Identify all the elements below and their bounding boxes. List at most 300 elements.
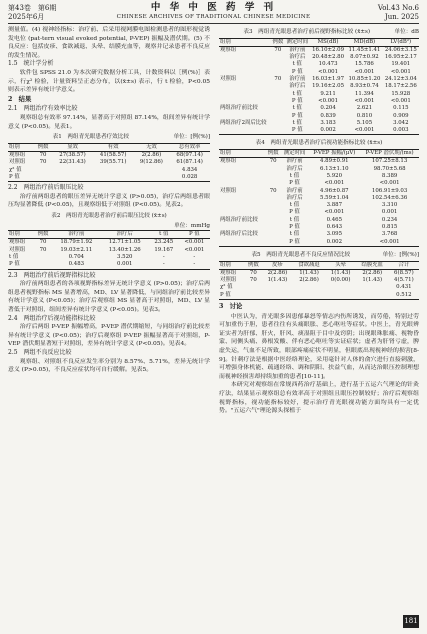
section-heading: 2.2 两组治疗前后眼压比较: [8, 184, 84, 192]
table-header-cell: 食欲减退: [293, 261, 326, 269]
table-unit: 单位：mmHg: [174, 222, 210, 229]
table-cell: [326, 284, 356, 291]
table-header-cell: 有效: [93, 143, 134, 151]
table-cell: [219, 195, 266, 202]
table-title: 表2 两组青光眼患者治疗前后眼压比较 (x̄±s): [51, 212, 167, 219]
table-cell: [271, 83, 285, 90]
table-cell: 19.03±2.11: [60, 246, 93, 253]
table-row: [219, 188, 419, 195]
table-cell: 18.17±2.56: [384, 83, 417, 90]
table-cell: 41(58.57): [99, 152, 127, 159]
table-cell: 0.002: [310, 127, 346, 135]
table-cell: [271, 54, 285, 61]
table-row: [219, 46, 419, 54]
table-row: [219, 231, 419, 238]
table-header-cell: 合计: [389, 261, 419, 269]
table-cell: [244, 284, 262, 291]
table-cell: P 值: [289, 180, 300, 187]
table-cell: 10.473: [318, 61, 338, 68]
table-cell: 治疗前: [286, 187, 303, 194]
table-cell: t 值: [289, 231, 300, 238]
table-cell: 3.042: [393, 119, 409, 126]
table-cell: 对照组: [220, 76, 237, 83]
header-rule: [8, 23, 419, 24]
table-row: [219, 166, 419, 173]
table-cell: 9(12.86): [139, 159, 163, 166]
table-row: [219, 113, 419, 120]
table-cell: [266, 180, 281, 187]
table-header-cell: 例数: [34, 231, 52, 239]
table-header-cell: 例数: [272, 38, 284, 45]
table-cell: 0.115: [393, 105, 409, 112]
journal-title-cn: 中 华 中 医 药 学 刊: [150, 2, 277, 13]
table-cell: [266, 209, 281, 216]
table-cell: 8.389: [381, 172, 398, 179]
table-cell: [244, 292, 262, 300]
table-row: [219, 239, 419, 247]
table-cell: 11.45±1.41: [348, 46, 381, 53]
table-cell: 19.16±2.05: [312, 83, 345, 90]
table-row: [8, 261, 210, 269]
table-cell: 两组治疗前比较: [220, 105, 258, 112]
table-header-cell: t 值: [149, 231, 179, 239]
table-header-cell: 例数: [34, 143, 52, 151]
table-row: [219, 158, 419, 166]
table-header-row: [8, 143, 210, 151]
section-heading: 3 讨论: [219, 302, 243, 310]
table-cell: 106.91±9.03: [371, 187, 408, 194]
table-row: [219, 120, 419, 127]
table-cell: 16.95±2.17: [384, 54, 417, 61]
table-3: [219, 38, 419, 136]
table-cell: χ² 值: [9, 166, 22, 173]
table-header-row: [219, 261, 419, 269]
table-cell: 70: [274, 76, 282, 83]
table-row: [219, 284, 419, 291]
journal-title: [0, 2, 427, 21]
table-cell: 70: [39, 159, 47, 166]
table-cell: [219, 166, 266, 173]
table-cell: 9.211: [320, 90, 336, 97]
table-cell: 治疗前: [286, 158, 303, 165]
table-cell: 两组治疗前比较: [220, 216, 258, 223]
table-cell: [356, 284, 389, 291]
table-cell: t 值: [289, 216, 300, 223]
table-cell: <0.001: [324, 209, 345, 216]
table-cell: 0.643: [326, 224, 343, 231]
table-cell: [262, 284, 292, 291]
table-unit: 单位：[例(%)]: [173, 134, 210, 141]
table-cell: t 值: [292, 119, 302, 126]
table-cell: [266, 224, 281, 231]
header-vol-en-line: Vol.43 No.6: [377, 4, 419, 12]
table-cell: 5.105: [356, 119, 373, 126]
table-row: [219, 61, 419, 68]
table-header-cell: P-VEP 振幅/(μV): [308, 150, 360, 158]
table-cell: 70: [269, 187, 277, 194]
table-cell: [219, 91, 271, 98]
table-cell: 68(97.14): [176, 152, 203, 159]
table-row: [219, 105, 419, 112]
table-header-cell: 例数: [244, 261, 262, 269]
table-cell: 对照组: [220, 277, 237, 284]
table-cell: [219, 54, 271, 61]
table-header-cell: 头晕: [326, 261, 356, 269]
table-cell: 对照组: [220, 187, 237, 194]
table-cell: P 值: [291, 112, 303, 119]
table-cell: 0.028: [169, 174, 210, 182]
table-5: [219, 261, 419, 300]
table-header-cell: 显效: [52, 143, 93, 151]
table-cell: 0.704: [68, 254, 85, 261]
table-cell: 0.431: [396, 284, 412, 291]
table-row: [219, 180, 419, 187]
table-row: [8, 159, 210, 166]
table-row: [219, 91, 419, 98]
table-cell: 27(38.57): [59, 152, 86, 159]
table-2: [8, 230, 210, 269]
table-cell: -: [193, 254, 196, 261]
table-cell: 15.786: [354, 61, 374, 68]
table-header-cell: 测定时间: [286, 38, 309, 45]
table-cell: 70: [269, 158, 277, 165]
table-cell: [93, 167, 134, 174]
table-cell: [271, 120, 285, 127]
table-header-cell: P-VEP 潜伏期/(ms): [360, 150, 419, 158]
table-cell: 治疗后: [286, 165, 303, 172]
table-cell: [219, 127, 271, 135]
table-cell: [266, 239, 281, 247]
header-date-en-line: Jun. 2025: [384, 13, 419, 21]
table-cell: 1(1.43): [330, 269, 351, 276]
section-heading: 2.1 两组治疗有效率比较: [8, 105, 78, 113]
table-cell: [271, 69, 285, 76]
table-header-cell: 例数: [266, 150, 281, 158]
table-cell: <0.001: [346, 127, 382, 135]
paragraph: 中医认为，青光眼多因患郁暴怒等情志内伤所诱发，而劳倦，特别过劳可加重伤于胆，患者往往有头痛眼胀、恶心呕吐等症状。中医上，青光眼辨证实者为肝郁、肝火，肝风、痰湿阻于目中及窍阴；出现眼珠胀痛、视物昏蒙、同侧头痛、鼻根发酸、伴有恶心呕吐等实证症状；虚者为肝肾亏虚，脾虚失运，气血不足所致，眼部疼痛症状不明显，但眼底出现视神经的损害[8-9]。针刺疗法是根据中医经络理论，采用毫针对人体的俞穴进行直接刺激，可增强身体机能、疏通经络、调和阴阳、扶益气血，从而达治眼压控制理想而视神经损害却持续加重的患者[10-11]。: [219, 313, 419, 380]
table-cell: 观察组: [220, 46, 237, 53]
table-cell: t 值: [292, 90, 302, 97]
table-cell: 4.834: [181, 166, 198, 173]
table-cell: 对照组: [9, 159, 26, 166]
table-cell: [219, 202, 266, 209]
paragraph: 本研究对观察组在常规西药治疗基础上，进行基于五运六气理论的针灸疗法，结果显示观察组总有效率高于对照组且眼压控制较好；治疗后观察组视野指标，视功能指标较好，提示治疗青光眼视功能方面均具有一定优势。"五运六气"理论源头探植于: [219, 382, 419, 415]
table-cell: 19.401: [391, 61, 411, 68]
table-cell: 1(1.43): [267, 277, 288, 284]
table-cell: 治疗后: [289, 83, 306, 90]
table-header-cell: 无效: [134, 143, 170, 151]
table-cell: 6.13±1.10: [320, 165, 349, 172]
table-row: [219, 195, 419, 202]
table-cell: 13.40±1.26: [108, 246, 141, 253]
table-cell: 观察组: [220, 269, 237, 276]
table-row: [219, 292, 419, 300]
table-caption: [219, 28, 419, 37]
table-cell: 0.810: [356, 112, 373, 119]
table-cell: [271, 127, 285, 135]
table-header-cell: 组别: [219, 38, 271, 46]
table-cell: [266, 202, 281, 209]
table-header-cell: P 值: [179, 231, 210, 239]
table-cell: [34, 174, 52, 182]
table-cell: <0.001: [390, 97, 411, 104]
table-cell: 12.71±1.05: [108, 239, 141, 246]
table-cell: 16.03±1.97: [312, 76, 345, 83]
table-cell: 4.89±0.91: [320, 158, 349, 165]
table-cell: 治疗后: [289, 54, 306, 61]
table-cell: 24.06±3.15: [384, 46, 417, 53]
table-row: [219, 54, 419, 61]
table-header-cell: 组别: [219, 150, 266, 158]
section-heading: 1.5 统计学分析: [8, 60, 54, 68]
table-cell: χ² 值: [220, 284, 233, 291]
table-cell: 70: [249, 269, 257, 276]
table-cell: [271, 91, 285, 98]
table-row: [219, 209, 419, 216]
paragraph: 软件包 SPSS 21.0 为本次研究数据分析工具，计数资料以［例(%)］表示，行χ² 检验，计量资料呈正态分布，以(x̄±s) 表示，行 t 检验，P<0.05 则表示差异有统计学意义。: [8, 69, 210, 94]
table-1: [8, 143, 210, 182]
table-cell: 0.001: [101, 261, 149, 269]
table-row: [8, 174, 210, 182]
table-cell: 0.204: [320, 105, 336, 112]
page-number: 181: [403, 615, 419, 628]
table-cell: 0.465: [326, 216, 343, 223]
table-cell: 0.909: [393, 112, 409, 119]
table-cell: 2(2.86): [362, 269, 383, 276]
table-cell: [34, 261, 52, 269]
header-volume-en: [378, 4, 419, 22]
table-row: [219, 269, 419, 277]
table-cell: t 值: [289, 202, 300, 209]
table-cell: 2(2.86): [299, 277, 319, 284]
table-header-row: [8, 231, 210, 239]
table-cell: 5.59±1.04: [320, 194, 349, 201]
table-cell: <0.001: [354, 97, 375, 104]
table-cell: 22(31.43): [59, 159, 86, 166]
table-row: [219, 217, 419, 224]
table-cell: [356, 292, 389, 300]
table-cell: [34, 254, 52, 261]
table-cell: 观察组: [220, 158, 237, 165]
table-cell: 102.54±6.36: [371, 194, 408, 201]
table-cell: 61(87.14): [176, 159, 203, 166]
table-cell: 对照组: [9, 246, 26, 253]
paragraph: 测量值。(4) 视神经指标：治疗前、后采用视网膜电图检测患者的图形视觉诱发电位 (pat-tern visual evoked potential, P-VEP) 振幅及潜伏期。(5) 不良反应：包括皮疹、食欲减退、头晕、结膜充血等，观察并记录患者不良反应的发生情况。: [8, 27, 210, 59]
table-cell: 两组治疗后比较: [220, 231, 258, 238]
table-4: [219, 149, 419, 247]
table-cell: [219, 61, 271, 68]
table-cell: 18.79±1.92: [60, 239, 93, 246]
table-cell: 20.48±2.80: [312, 54, 345, 61]
table-header-cell: 组别: [219, 261, 244, 269]
table-cell: 107.25±8.13: [371, 158, 408, 165]
table-caption: [219, 251, 419, 260]
table-cell: [266, 173, 281, 180]
table-row: [8, 239, 210, 247]
table-header-cell: 测定时间: [281, 150, 309, 158]
table-cell: <0.001: [379, 180, 400, 187]
table-cell: [293, 284, 326, 291]
header-volume-line: 第43卷 第6期: [8, 4, 57, 12]
table-cell: 1(1.43): [299, 269, 319, 276]
table-cell: 2(2.86): [267, 269, 288, 276]
table-title: 表4 两组青光眼患者治疗后视功能指标比较 (x̄±s): [255, 140, 383, 147]
table-cell: 3.095: [326, 231, 343, 238]
table-cell: 70: [39, 152, 47, 159]
table-cell: [219, 209, 266, 216]
table-row: [8, 247, 210, 254]
table-cell: 70: [39, 246, 47, 253]
table-cell: <0.001: [318, 68, 339, 75]
table-cell: 70: [39, 239, 47, 246]
table-cell: 0.839: [320, 112, 336, 119]
paragraph: 观察组总有效率 97.14%，显著高于对照组 87.14%，组间差异有统计学意义 (P<0.05)。见表1。: [8, 114, 210, 130]
table-cell: [271, 98, 285, 105]
table-header-cell: MS(dB): [310, 38, 346, 46]
left-column: [8, 26, 210, 375]
table-cell: [219, 173, 266, 180]
paragraph: 治疗前两组患者的眼压差异无统计学意义 (P>0.05)，治疗后两组患者眼压均显著降低 (P<0.05)，且观察组低于对照组 (P<0.05)。见表2。: [8, 193, 210, 209]
table-cell: 治疗前: [289, 76, 306, 83]
table-row: [8, 254, 210, 261]
table-header-cell: LV(dB²): [383, 38, 419, 46]
table-cell: [219, 69, 271, 76]
table-cell: 6(8.57): [394, 269, 414, 276]
table-cell: 70: [249, 277, 257, 284]
table-header-row: [219, 38, 419, 46]
table-header-cell: 皮疹: [262, 261, 292, 269]
table-cell: [266, 195, 281, 202]
table-row: [219, 76, 419, 83]
paragraph: 观察组、对照组不良反应发生率分别为 8.57%、5.71%，差异无统计学意义 (P>0.05)，不良反应症状均可自行缓解。见表5。: [8, 358, 210, 374]
paragraph: 治疗前两组患者的各项视野指标差异无统计学意义 (P>0.05)；治疗后两组患者视野指标 MS 显著增高，MD、LV 显著降低，与同组治疗前比较差异有统计学意义 (P<0.05)；治疗后观察组 MS 显著高于对照组，MD、LV 显著低于对照组，组间差异有统计学意义 (P<0.05)。见表3。: [8, 281, 210, 314]
table-cell: 3.520: [117, 254, 133, 261]
table-cell: [52, 167, 93, 174]
table-cell: <0.001: [184, 239, 205, 246]
table-cell: P 值: [289, 224, 300, 231]
table-row: [219, 277, 419, 284]
table-cell: 10.85±1.20: [348, 76, 381, 83]
table-cell: 8.07±0.92: [350, 54, 379, 61]
table-cell: 11.394: [354, 90, 374, 97]
table-title: 表5 两组青光眼患者不良反应情况比较: [251, 251, 351, 258]
table-cell: <0.001: [184, 246, 205, 253]
table-cell: 治疗后: [286, 194, 303, 201]
table-cell: <0.001: [324, 180, 345, 187]
table-cell: P 值: [8, 174, 34, 182]
table-cell: t 值: [292, 105, 302, 112]
table-cell: [134, 174, 170, 182]
table-cell: <0.001: [354, 68, 375, 75]
table-header-cell: 治疗前: [52, 231, 100, 239]
table-cell: 观察组: [9, 239, 26, 246]
table-cell: t 值: [9, 254, 19, 261]
table-cell: P 值: [8, 261, 34, 269]
table-cell: P 值: [281, 239, 309, 247]
table-cell: 2(2.86): [141, 152, 162, 159]
section-heading: 2 结果: [8, 95, 32, 103]
table-row: [219, 69, 419, 76]
table-header-cell: 组别: [8, 231, 34, 239]
table-cell: 0.512: [389, 292, 419, 300]
table-cell: P 值: [285, 127, 310, 135]
table-cell: 4.96±0.87: [320, 187, 349, 194]
table-cell: P 值: [219, 292, 244, 300]
table-cell: [266, 166, 281, 173]
table-cell: [271, 61, 285, 68]
table-unit: 单位：[例(%)]: [382, 251, 419, 258]
table-cell: [34, 167, 52, 174]
table-cell: 2.621: [356, 105, 373, 112]
table-cell: [326, 292, 356, 300]
table-caption: [8, 212, 210, 221]
table-cell: <0.001: [318, 97, 339, 104]
table-title: 表3 两组青光眼患者治疗前后视野指标比较 (x̄±s): [243, 29, 371, 35]
table-cell: -: [162, 254, 165, 261]
table-cell: [271, 105, 285, 112]
table-row: [219, 83, 419, 90]
table-cell: [219, 180, 266, 187]
table-cell: [219, 113, 271, 120]
table-cell: 3.183: [320, 119, 336, 126]
table-cell: 98.70±5.68: [373, 165, 406, 172]
table-cell: <0.001: [360, 239, 419, 247]
table-cell: t 值: [292, 61, 302, 68]
table-cell: 0.003: [383, 127, 419, 135]
table-cell: 24.12±3.04: [384, 76, 417, 83]
table-cell: P 值: [289, 209, 300, 216]
table-cell: 39(55.71): [99, 159, 127, 166]
section-heading: 2.4 两组治疗后视功能指标比较: [8, 314, 96, 322]
table-cell: P 值: [291, 97, 303, 104]
table-row: [8, 167, 210, 174]
table-cell: -: [179, 261, 210, 269]
table-caption: [8, 133, 210, 142]
table-cell: [271, 113, 285, 120]
table-cell: 4(5.71): [394, 277, 414, 284]
right-column: [219, 26, 419, 416]
table-header-cell: 结膜充血: [356, 261, 389, 269]
table-cell: 16.10±2.09: [312, 46, 345, 53]
table-cell: [219, 239, 266, 247]
table-cell: 0.002: [308, 239, 360, 247]
table-cell: 0(0.00): [330, 277, 351, 284]
table-cell: [93, 174, 134, 182]
table-row: [219, 202, 419, 209]
table-cell: 0.483: [52, 261, 100, 269]
section-heading: 2.5 两组不良反应比较: [8, 349, 72, 356]
table-cell: t 值: [289, 172, 300, 179]
table-cell: [293, 292, 326, 300]
table-cell: 0.815: [381, 224, 398, 231]
table-cell: <0.001: [390, 68, 411, 75]
table-header-cell: 组别: [8, 143, 34, 151]
table-cell: 19.167: [154, 246, 174, 253]
table-cell: 70: [274, 46, 282, 53]
table-cell: 8.93±0.74: [350, 83, 379, 90]
table-cell: 5.920: [326, 172, 343, 179]
table-cell: 1(1.43): [362, 277, 383, 284]
table-cell: 15.928: [391, 90, 411, 97]
table-title: 表1 两组青光眼患者疗效比较: [52, 134, 129, 141]
table-header-cell: MD(dB): [346, 38, 382, 46]
table-cell: 治疗前: [289, 46, 306, 53]
table-cell: -: [149, 261, 179, 269]
table-cell: 3.310: [381, 202, 398, 209]
header-date-line: 2025年6月: [8, 13, 45, 21]
table-cell: [134, 167, 170, 174]
table-cell: 观察组: [9, 152, 26, 159]
